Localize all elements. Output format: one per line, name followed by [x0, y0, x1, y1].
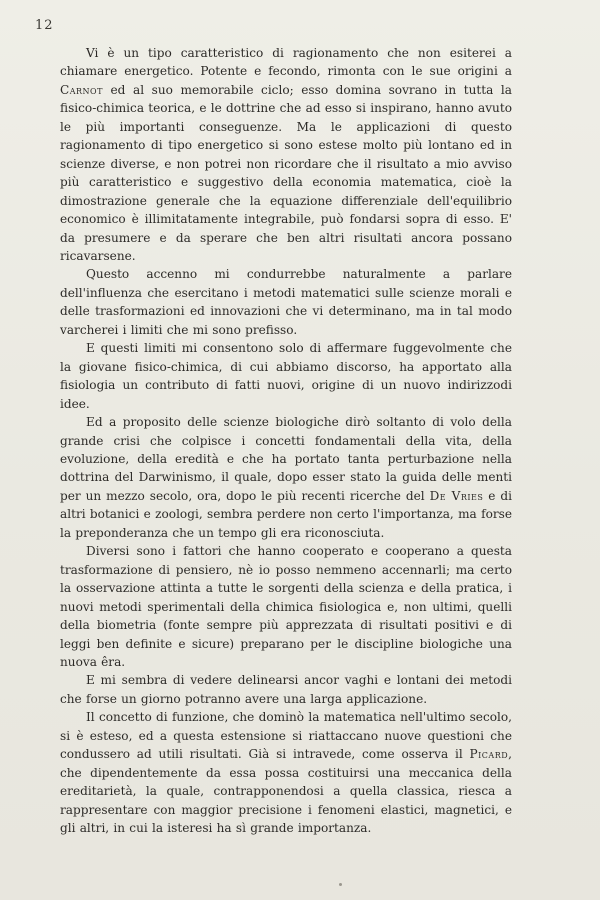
- paragraph: [60, 413, 512, 542]
- paragraph: [60, 542, 512, 671]
- text-run: Diversi sono i fattori che hanno cooperato e cooperano a questa trasformazione di pensiero, nè io posso nemmeno accennarli; ma certo la osservazione attinta a tutte le sorgenti della scienza e della pratica, i nuovi metodi sperimentali della chimica fisiologica e, non ultimi, quelli della biometria (fonte sempre più apprezzata di risultati positivi e di leggi ben definite e sicure) preparano per le discipline biologiche una nuova êra.: [60, 544, 512, 669]
- paragraph: [60, 671, 512, 708]
- paragraph: [60, 339, 512, 413]
- author-name: Carnot: [60, 82, 103, 97]
- paragraph: [60, 708, 512, 837]
- page-number: 12: [35, 18, 54, 33]
- text-run: Vi è un tipo caratteristico di ragionamento che non esiterei a chiamare energetico. Potente e fecondo, rimonta con le sue origini a: [60, 46, 512, 79]
- text-run: Il concetto di funzione, che dominò la matematica nell'ultimo secolo, si è esteso, ed a questa estensione si riattaccano nuove questioni che condussero ad utili risultati. Già si intravede, come osserva il: [60, 710, 512, 762]
- paragraph: [60, 265, 512, 339]
- ink-speck: [339, 883, 342, 886]
- text-run: , che dipendentemente da essa possa costituirsi una meccanica della ereditarietà, la quale, contrapponendosi a quella classica, riesca a rappresentare con maggior precisione i fenomeni elastici, magnetici, e gli altri, in cui la isteresi ha sì grande importanza.: [60, 747, 512, 836]
- text-run: E mi sembra di vedere delinearsi ancor vaghi e lontani dei metodi che forse un giorno potranno avere una larga applicazione.: [60, 673, 512, 706]
- body-text: [60, 44, 512, 837]
- text-run: Questo accenno mi condurrebbe naturalmente a parlare dell'influenza che esercitano i metodi matematici sulle scienze morali e delle trasformazioni ed innovazioni che vi determinano, ma in tal modo varcherei i limiti che mi sono prefisso.: [60, 267, 512, 337]
- author-name: Picard: [469, 747, 509, 762]
- text-run: E questi limiti mi consentono solo di affermare fuggevolmente che la giovane fisico-chimica, di cui abbiamo discorso, ha apportato alla fisiologia un contributo di fatti nuovi, origine di un nuovo indirizzodi idee.: [60, 341, 512, 411]
- text-run: Ed a proposito delle scienze biologiche dirò soltanto di volo della grande crisi che colpisce i concetti fondamentali della vita, della evoluzione, della eredità e che ha portato tanta perturbazione nella dottrina del Darwinismo, il quale, dopo esser stato la guida delle menti per un mezzo secolo, ora, dopo le più recenti ricerche del: [60, 415, 512, 503]
- paragraph: [60, 44, 512, 265]
- author-name: De Vries: [429, 488, 484, 503]
- text-run: ed al suo memorabile ciclo; esso domina sovrano in tutta la fisico-chimica teorica, e le dottrine che ad esso si inspirano, hanno avuto le più importanti conseguenze. Ma le applicazioni di questo ragionamento di tipo energetico si sono estese molto più lontano ed in scienze diverse, e non potrei non ricordare che il risultato a mio avviso più caratteristico e suggestivo della economia matematica, cioè la dimostrazione generale che la equazione differenziale dell'equilibrio economico è illimitatamente integrabile, può fondarsi sopra di esso. E' da presumere e da sperare che ben altri risultati ancora possano ricavarsene.: [60, 82, 512, 263]
- text-run: e di altri botanici e zoologi, sembra perdere non certo l'importanza, ma forse la preponderanza che un tempo gli era riconosciuta.: [60, 488, 512, 540]
